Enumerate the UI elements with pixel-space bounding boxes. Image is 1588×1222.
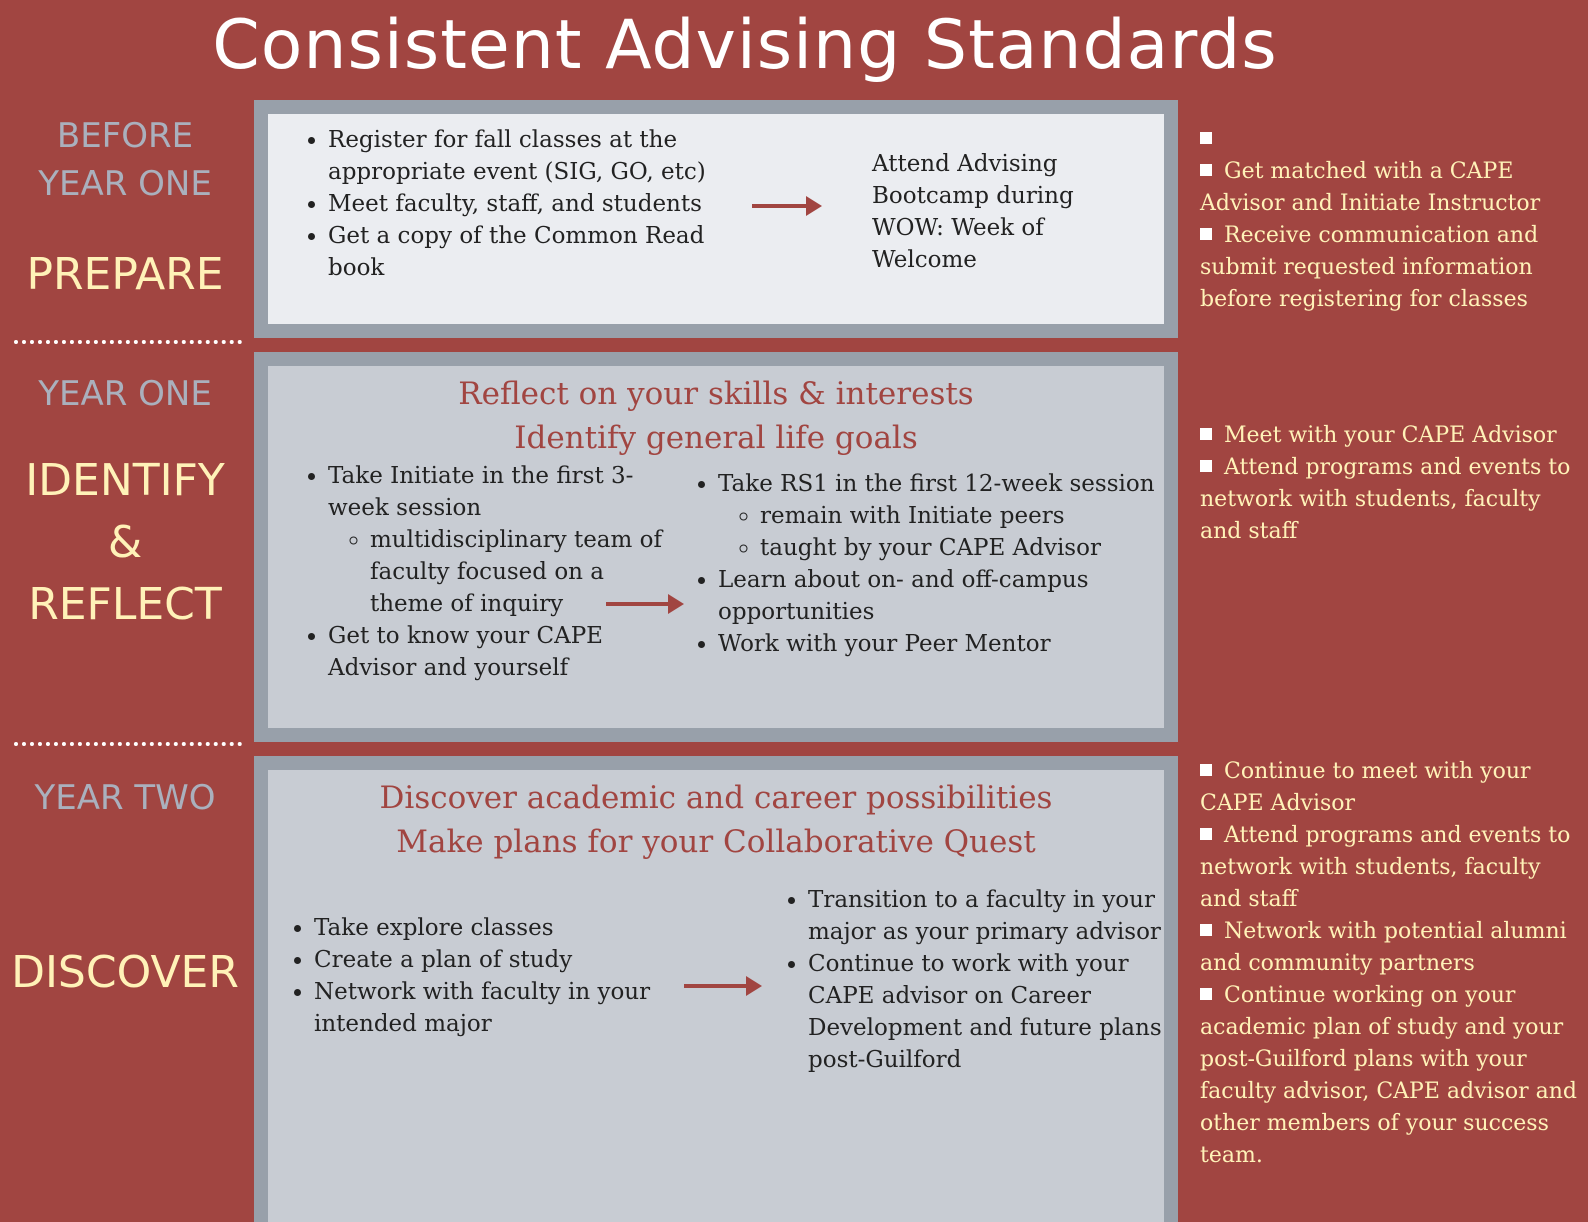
list-item: • Work with your Peer Mentor [718,628,1162,660]
sub-list-item: ◦ multidisciplinary team of faculty focused on a theme of inquiry [370,524,672,620]
identify-left-list [302,460,672,684]
checklist-item: Attend programs and events to network with students, faculty and staff [1200,823,1571,912]
checklist-item: Get matched with a CAPE Advisor and Initiate Instructor [1200,159,1541,216]
list-item: • Transition to a faculty in your major as your primary advisor [808,884,1162,948]
section-divider-2 [14,742,242,746]
list-item: • Get to know your CAPE Advisor and yourself [328,620,672,684]
list-item: • Take RS1 in the first 12-week session ◦ remain with Initiate peers ◦ taught by your CAPE Advisor [718,468,1162,564]
discover-panel-content [268,770,1164,1222]
discover-heading-2: Make plans for your Collaborative Quest [396,824,1036,860]
list-item: • Network with faculty in your intended major [314,976,658,1040]
identify-panel [254,352,1178,742]
stage-name-discover: DISCOVER [11,947,239,998]
arrow-right-icon [684,976,764,996]
stage-before-year-one [0,112,250,208]
checklist-item: Meet with your CAPE Advisor [1200,420,1578,452]
prepare-right-text: Attend Advising Bootcamp during WOW: Week of Welcome [872,151,1074,273]
stage-year-one: YEAR ONE [38,374,212,414]
identify-right-list [692,468,1162,660]
list-item: • Take Initiate in the first 3-week session ◦ multidisciplinary team of faculty focused on a theme of inquiry [328,460,672,620]
list-item: • Meet faculty, staff, and students [328,188,722,220]
arrow-right-icon [752,196,822,216]
page-title: Consistent Advising Standards [212,6,1278,85]
list-item: • Learn about on- and off-campus opportunities [718,564,1162,628]
stage-name-prepare: PREPARE [26,249,224,300]
checkbox-icon [1200,132,1212,144]
stage-before-line1: BEFORE [56,116,194,156]
checkbox-icon [1200,460,1212,472]
checklist-item: Continue to meet with your CAPE Advisor [1200,759,1531,816]
discover-right-list [782,884,1162,1076]
stage-name-identify-reflect [0,450,250,636]
identify-heading-2: Identify general life goals [514,420,918,456]
checklist-item: Receive communication and submit requested information before registering for classes [1200,223,1539,312]
checkbox-icon [1200,988,1212,1000]
stage-year-two: YEAR TWO [34,778,216,818]
sub-list-item: ◦ remain with Initiate peers [760,500,1162,532]
discover-left-list [288,912,658,1040]
checkbox-icon [1200,164,1212,176]
checklist-item [1200,124,1578,156]
list-item: • Take explore classes [314,912,658,944]
list-item: • Register for fall classes at the appropriate event (SIG, GO, etc) [328,124,722,188]
checkbox-icon [1200,924,1212,936]
discover-heading-1: Discover academic and career possibilities [379,780,1053,816]
prepare-panel-content [268,114,1164,324]
prepare-checklist [1200,124,1578,316]
checkbox-icon [1200,428,1212,440]
stage-name-line1: IDENTIFY [25,455,225,506]
prepare-panel [254,100,1178,338]
section-divider-1 [14,340,242,344]
checklist-item: Attend programs and events to network with students, faculty and staff [1200,455,1571,544]
checklist-item: Continue working on your academic plan of study and your post-Guilford plans with your faculty advisor, CAPE advisor and other members of your success team. [1200,983,1577,1168]
identify-checklist [1200,420,1578,548]
stage-before-line2: YEAR ONE [38,164,212,204]
checkbox-icon [1200,228,1212,240]
identify-heading-1: Reflect on your skills & interests [458,376,974,412]
arrow-right-icon [606,594,686,614]
discover-checklist [1200,756,1578,1172]
list-item: • Create a plan of study [314,944,658,976]
list-item: • Continue to work with your CAPE advisor on Career Development and future plans post-Guilford [808,948,1162,1076]
prepare-left-list [302,124,722,284]
checkbox-icon [1200,828,1212,840]
list-item: • Get a copy of the Common Read book [328,220,722,284]
checkbox-icon [1200,764,1212,776]
identify-panel-content [268,366,1164,728]
stage-name-line3: REFLECT [28,579,222,630]
checklist-item: Network with potential alumni and community partners [1200,919,1567,976]
discover-panel [254,756,1178,1222]
sub-list-item: ◦ taught by your CAPE Advisor [760,532,1162,564]
stage-name-line2: & [107,517,143,568]
